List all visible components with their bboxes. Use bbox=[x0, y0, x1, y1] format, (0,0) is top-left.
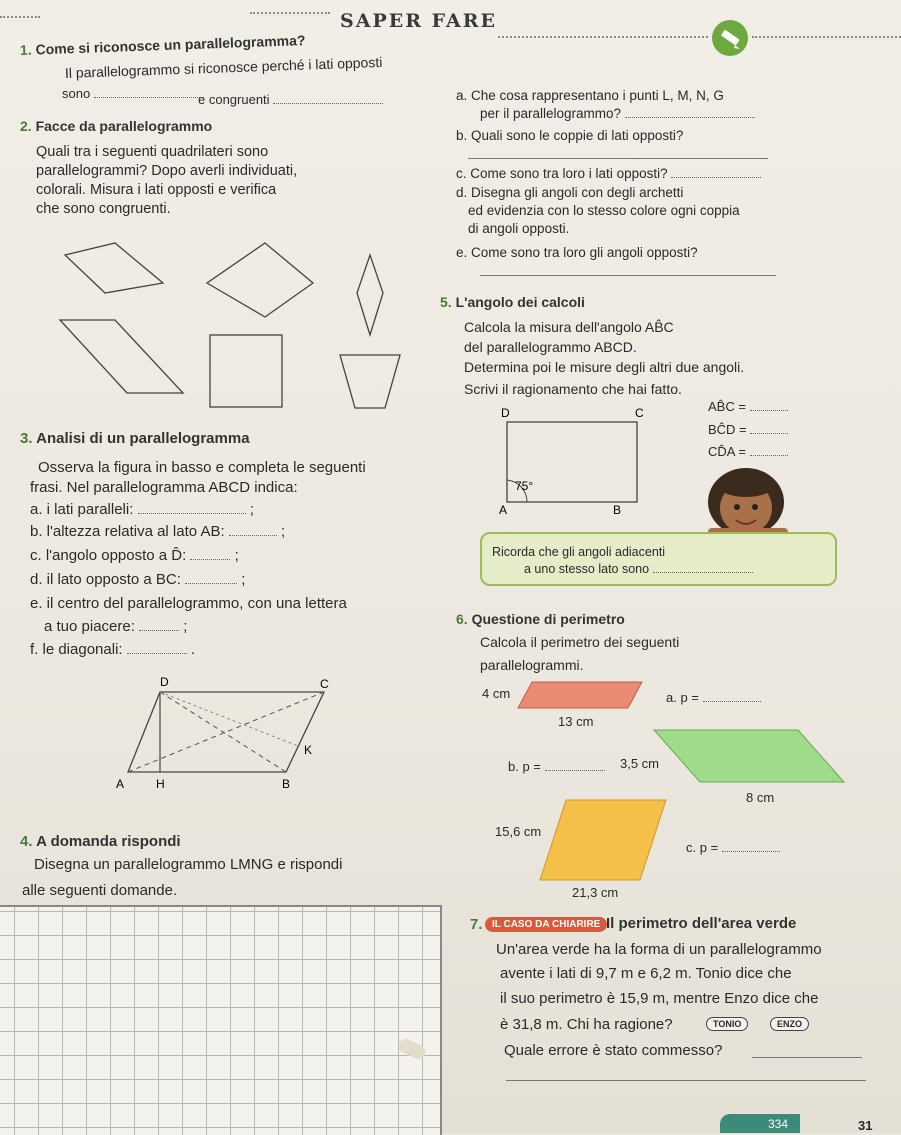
ex2-line3: colorali. Misura i lati opposti e verifica bbox=[36, 182, 277, 198]
ex6-a-side: 4 cm bbox=[482, 686, 511, 701]
ex3-label-B: B bbox=[282, 777, 291, 791]
ex7-line3: il suo perimetro è 15,9 m, mentre Enzo dice che bbox=[500, 990, 819, 1007]
ex6-b-side: 3,5 cm bbox=[620, 756, 660, 771]
quad-4 bbox=[60, 320, 183, 393]
ex6-c-side: 15,6 cm bbox=[495, 824, 542, 839]
quad-3 bbox=[357, 255, 383, 335]
ex3-label-D: D bbox=[160, 675, 169, 689]
ex3-intro1: Osserva la figura in basso e completa le seguenti bbox=[38, 459, 366, 476]
quad-6 bbox=[340, 355, 400, 408]
ex3-e1: e. il centro del parallelogrammo, con una lettera bbox=[30, 595, 347, 612]
pencil-icon bbox=[712, 20, 748, 56]
ex6-b-shape bbox=[650, 730, 846, 786]
ex2q-b: b. Quali sono le coppie di lati opposti? bbox=[456, 128, 684, 143]
drawing-grid[interactable] bbox=[0, 905, 442, 1135]
ex3-label-C: C bbox=[320, 677, 329, 691]
ex2q-d2: ed evidenzia con lo stesso colore ogni coppia bbox=[468, 203, 740, 218]
ex5-label-D: D bbox=[501, 406, 510, 420]
ex5-label-B: B bbox=[613, 503, 622, 517]
ex1-heading: 1. Come si riconosce un parallelogramma? bbox=[19, 32, 306, 58]
ex3-e2: a tuo piacere: ; bbox=[44, 618, 188, 635]
ex2-line1: Quali tra i seguenti quadrilateri sono bbox=[36, 144, 269, 160]
ex3-label-K: K bbox=[304, 743, 313, 757]
ex7-badge: IL CASO DA CHIARIRE bbox=[485, 917, 607, 932]
ex3-label-H: H bbox=[156, 777, 165, 791]
ex5-heading: 5. L'angolo dei calcoli bbox=[440, 294, 585, 310]
ex2-line2: parallelogrammi? Dopo averli individuati, bbox=[36, 163, 298, 179]
ex2q-b-answer-line[interactable] bbox=[468, 158, 768, 159]
ex2-heading: 2. Facce da parallelogrammo bbox=[20, 118, 213, 134]
ex3-b: b. l'altezza relativa al lato AB: ; bbox=[30, 523, 286, 540]
ex7-title: Il perimetro dell'area verde bbox=[606, 915, 797, 932]
ex7-answer-line2[interactable] bbox=[506, 1080, 866, 1081]
ex5-line2: del parallelogrammo ABCD. bbox=[464, 339, 637, 355]
ex7-line4: è 31,8 m. Chi ha ragione? bbox=[500, 1016, 673, 1033]
ex2q-e-answer-line[interactable] bbox=[480, 275, 776, 276]
ex7-answer-line1[interactable] bbox=[752, 1057, 862, 1058]
ex3-f: f. le diagonali: . bbox=[30, 641, 196, 658]
ex2q-d1: d. Disegna gli angoli con degli archetti bbox=[456, 185, 684, 200]
ex3-a: a. i lati paralleli: ; bbox=[30, 501, 254, 518]
page-number: 31 bbox=[858, 1118, 873, 1133]
ex2-line4: che sono congruenti. bbox=[36, 201, 171, 217]
ex3-label-A: A bbox=[116, 777, 125, 791]
header-dots-right2 bbox=[752, 36, 901, 38]
ex1-line1: Il parallelogrammo si riconosce perché i lati opposti bbox=[64, 53, 383, 81]
ex4-line2: alle seguenti domande. bbox=[22, 882, 178, 899]
ricorda-line1: Ricorda che gli angoli adiacenti bbox=[492, 545, 666, 559]
page-title: SAPER FARE bbox=[340, 10, 498, 32]
ex7-heading: 7. bbox=[470, 916, 483, 933]
quad-5 bbox=[210, 335, 282, 407]
ex2q-a1: a. Che cosa rappresentano i punti L, M, N, G bbox=[456, 88, 724, 103]
ex6-c-shape bbox=[540, 800, 668, 882]
ex5-abc: AB̂C = bbox=[708, 397, 788, 416]
ex6-c-base: 21,3 cm bbox=[572, 885, 619, 900]
ex5-bcd: BĈD = bbox=[708, 420, 788, 439]
quad-2 bbox=[207, 243, 313, 317]
ex6-b-base: 8 cm bbox=[746, 790, 775, 805]
ex6-heading: 6. Questione di perimetro bbox=[456, 611, 625, 627]
ex2q-e: e. Come sono tra loro gli angoli opposti? bbox=[456, 245, 698, 260]
ex5-figure bbox=[495, 402, 655, 517]
ex2q-c: c. Come sono tra loro i lati opposti? bbox=[456, 164, 761, 183]
ex5-cda: CD̂A = bbox=[708, 442, 788, 461]
enzo-label: ENZO bbox=[770, 1017, 809, 1031]
ex6-line1: Calcola il perimetro dei seguenti bbox=[480, 634, 680, 650]
ex2q-d3: di angoli opposti. bbox=[468, 221, 570, 236]
ex5-label-A: A bbox=[499, 503, 508, 517]
ex6-a-shape bbox=[518, 680, 648, 710]
ex5-label-C: C bbox=[635, 406, 644, 420]
ex5-line3: Determina poi le misure degli altri due angoli. bbox=[464, 359, 745, 375]
ex1-sono: sono bbox=[62, 84, 204, 103]
ex1-congruenti: e congruenti bbox=[198, 90, 383, 109]
ex4-heading: 4. A domanda rispondi bbox=[20, 833, 181, 850]
ex7-question: Quale errore è stato commesso? bbox=[504, 1042, 723, 1059]
ex6-c-p: c. p = bbox=[686, 838, 780, 857]
ex3-heading: 3. Analisi di un parallelogramma bbox=[20, 430, 250, 447]
ex7-line1: Un'area verde ha la forma di un parallelogrammo bbox=[496, 941, 822, 958]
ex6-b-p: b. p = bbox=[508, 757, 605, 776]
header-dots-right bbox=[498, 36, 708, 38]
ex6-line2: parallelogrammi. bbox=[480, 657, 584, 673]
ex6-a-base: 13 cm bbox=[558, 714, 594, 729]
footer-page-prev: 334 bbox=[768, 1117, 789, 1131]
ex7-line2: avente i lati di 9,7 m e 6,2 m. Tonio dice che bbox=[500, 965, 792, 982]
ex2q-a2: per il parallelogrammo? bbox=[480, 104, 755, 123]
tonio-label: TONIO bbox=[706, 1017, 748, 1031]
header-dots-left2 bbox=[250, 12, 330, 14]
ricorda-line2: a uno stesso lato sono bbox=[524, 560, 753, 579]
ex5-line4: Scrivi il ragionamento che hai fatto. bbox=[464, 381, 682, 397]
header-dots-left bbox=[0, 16, 40, 18]
ex5-angle-label: 75° bbox=[515, 479, 534, 493]
ex3-c: c. l'angolo opposto a D̂: ; bbox=[30, 547, 239, 564]
ex3-intro2: frasi. Nel parallelogramma ABCD indica: bbox=[30, 479, 298, 496]
ex6-a-p: a. p = bbox=[666, 688, 761, 707]
ex5-line1: Calcola la misura dell'angolo AB̂C bbox=[464, 319, 674, 335]
quadrilaterals-figure bbox=[55, 235, 485, 415]
quad-1 bbox=[65, 243, 163, 293]
ex3-d: d. il lato opposto a BC: ; bbox=[30, 571, 246, 588]
ex3-figure bbox=[110, 672, 329, 797]
ex4-line1: Disegna un parallelogrammo LMNG e rispondi bbox=[34, 856, 343, 873]
